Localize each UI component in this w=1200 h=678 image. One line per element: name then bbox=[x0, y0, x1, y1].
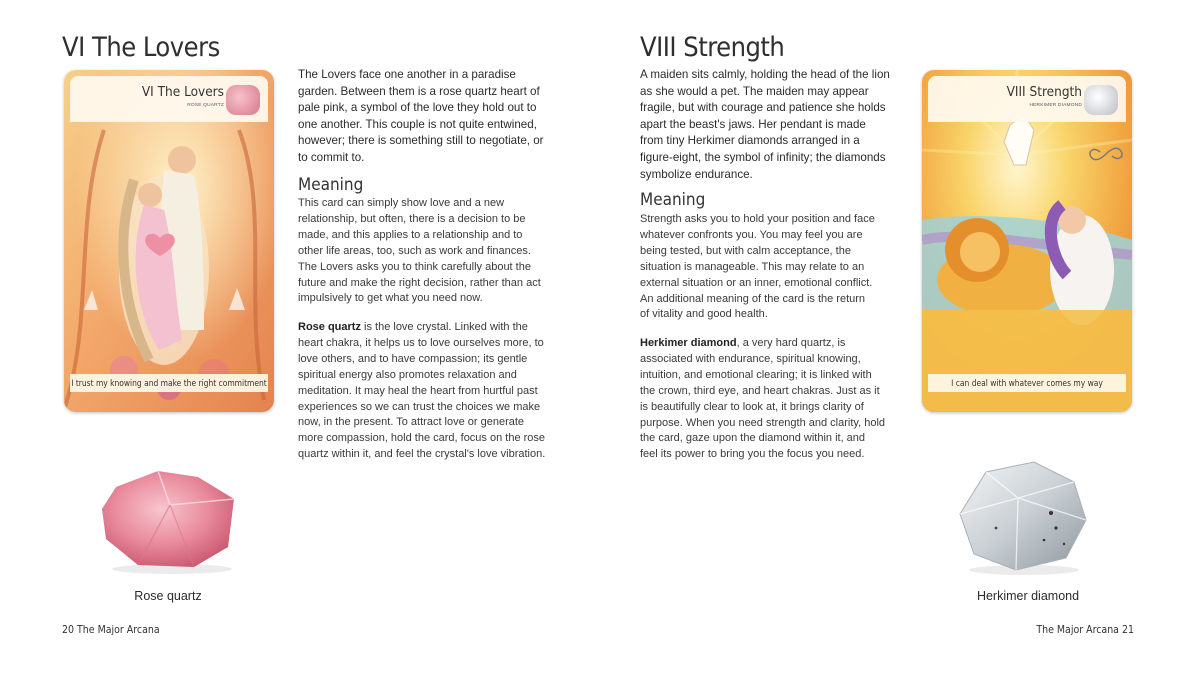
intro-line: A maiden sits calmly, holding the head of the lion bbox=[640, 68, 890, 81]
crystal-line-rest: is the love crystal. Linked with the bbox=[360, 321, 528, 333]
meaning-line: of vitality and good health. bbox=[640, 308, 768, 321]
intro-line: pale pink, a symbol of the love they hold out to bbox=[298, 101, 537, 115]
card-affirmation-bar bbox=[70, 374, 268, 392]
lovers-card bbox=[64, 70, 274, 412]
crystal-line: quartz within it, and feel the crystal's love vibration. bbox=[298, 448, 546, 461]
crystal-caption: Rose quartz bbox=[134, 589, 202, 603]
page-title: VI The Lovers bbox=[62, 32, 220, 63]
page-title: VIII Strength bbox=[640, 32, 785, 63]
meaning-line: situation is manageable. This may relate to an bbox=[640, 260, 865, 273]
right-page bbox=[600, 0, 1200, 678]
intro-text bbox=[298, 67, 568, 167]
crystal-line: is beautifully clear to look at, it brings clarity of bbox=[640, 400, 864, 413]
card-title: VI The Lovers bbox=[141, 84, 224, 100]
meaning-line: external situation or an inner, emotional conflict. bbox=[640, 276, 873, 289]
meaning-line: impulsively to get what you need now. bbox=[298, 292, 483, 305]
meaning-line: being tested, but with calm acceptance, the bbox=[640, 244, 851, 257]
crystal-line bbox=[640, 336, 908, 352]
crystal-line: feel its power to bring you the focus you need. bbox=[640, 448, 865, 461]
crystal-text bbox=[298, 320, 573, 463]
card-title: VIII Strength bbox=[1006, 84, 1082, 100]
intro-line: as she would a pet. The maiden may appear bbox=[640, 84, 869, 98]
intro-line: from tiny Herkimer diamonds arranged in a bbox=[640, 134, 860, 148]
crystal-line: heart chakra, it helps us to love ourselves more, to bbox=[298, 336, 544, 349]
herkimer-diamond-photo bbox=[956, 458, 1091, 576]
intro-line: however; there is something still to negotiate, or bbox=[298, 134, 544, 148]
intro-line: one another. This couple is not quite entwined, bbox=[298, 117, 537, 131]
intro-text bbox=[640, 67, 908, 183]
crystal-line: meditation. It may heal the heart from hurtful past bbox=[298, 384, 538, 397]
crystal-line: now, in the present. To attract love or generate bbox=[298, 416, 525, 429]
meaning-text bbox=[298, 196, 568, 307]
meaning-line: Strength asks you to hold your position and face bbox=[640, 213, 875, 225]
meaning-line: other life areas, too, such as work and finances. bbox=[298, 244, 531, 257]
crystal-line: experiences so we can trust the choices we make bbox=[298, 400, 541, 413]
intro-line: garden. Between them is a rose quartz heart of bbox=[298, 84, 540, 98]
crystal-line: spiritual energy also promotes relaxation and bbox=[298, 368, 517, 381]
meaning-line: relationship, but often, there is a decision to be bbox=[298, 212, 526, 225]
meaning-line: An additional meaning of the card is the return bbox=[640, 292, 866, 305]
card-affirmation: I can deal with whatever comes my way bbox=[951, 378, 1103, 388]
meaning-line: future and make the right decision, rather than act bbox=[298, 276, 541, 289]
meaning-heading: Meaning bbox=[640, 190, 706, 210]
card-affirmation-bar bbox=[928, 374, 1126, 392]
page-footer: 20 The Major Arcana bbox=[62, 624, 160, 636]
crystal-line-rest: , a very hard quartz, is bbox=[736, 337, 846, 349]
card-header bbox=[70, 76, 268, 122]
page-footer: The Major Arcana 21 bbox=[1036, 624, 1134, 636]
crystal-line: the crown, third eye, and heart chakras. Just as it bbox=[640, 384, 880, 397]
intro-line: apart the beast's jaws. Her pendant is made bbox=[640, 117, 866, 131]
meaning-line: whatever confronts you. You may feel you are bbox=[640, 228, 863, 241]
crystal-line: associated with endurance, spiritual knowing, bbox=[640, 352, 861, 365]
intro-line: fragile, but with courage and patience she holds bbox=[640, 101, 886, 115]
rose-quartz-icon bbox=[226, 85, 260, 115]
crystal-line: purpose. When you need strength and clarity, hold bbox=[640, 416, 886, 429]
meaning-line: This card can simply show love and a new bbox=[298, 197, 505, 209]
card-affirmation: I trust my knowing and make the right commitment bbox=[71, 378, 267, 388]
intro-line: figure-eight, the symbol of infinity; the diamonds bbox=[640, 150, 886, 164]
card-header bbox=[928, 76, 1126, 122]
intro-line: The Lovers face one another in a paradise bbox=[298, 68, 516, 81]
meaning-line: The Lovers asks you to think carefully about the bbox=[298, 260, 531, 273]
crystal-name: Rose quartz bbox=[298, 321, 361, 333]
crystal-text bbox=[640, 336, 908, 463]
crystal-line: more compassion, hold the card, focus on the rose bbox=[298, 432, 546, 445]
strength-card bbox=[922, 70, 1132, 412]
crystal-line: the card, gaze upon the diamond within it, and bbox=[640, 432, 866, 445]
card-subtitle: ROSE QUARTZ bbox=[187, 103, 224, 108]
card-subtitle: HERKIMER DIAMOND bbox=[1029, 103, 1082, 108]
intro-line: symbolize endurance. bbox=[640, 167, 753, 181]
rose-quartz-photo bbox=[98, 465, 243, 575]
crystal-line: intuition, and emotional clearing; it is linked with bbox=[640, 368, 872, 381]
meaning-text bbox=[640, 212, 908, 323]
meaning-heading: Meaning bbox=[298, 175, 364, 195]
intro-line: to commit to. bbox=[298, 150, 365, 164]
crystal-name: Herkimer diamond bbox=[640, 337, 737, 349]
herkimer-diamond-icon bbox=[1084, 85, 1118, 115]
crystal-caption: Herkimer diamond bbox=[976, 589, 1080, 603]
crystal-line: love others, and to have compassion; its gentle bbox=[298, 352, 528, 365]
crystal-line bbox=[298, 320, 573, 336]
meaning-line: made, and this applies to a relationship and to bbox=[298, 228, 523, 241]
